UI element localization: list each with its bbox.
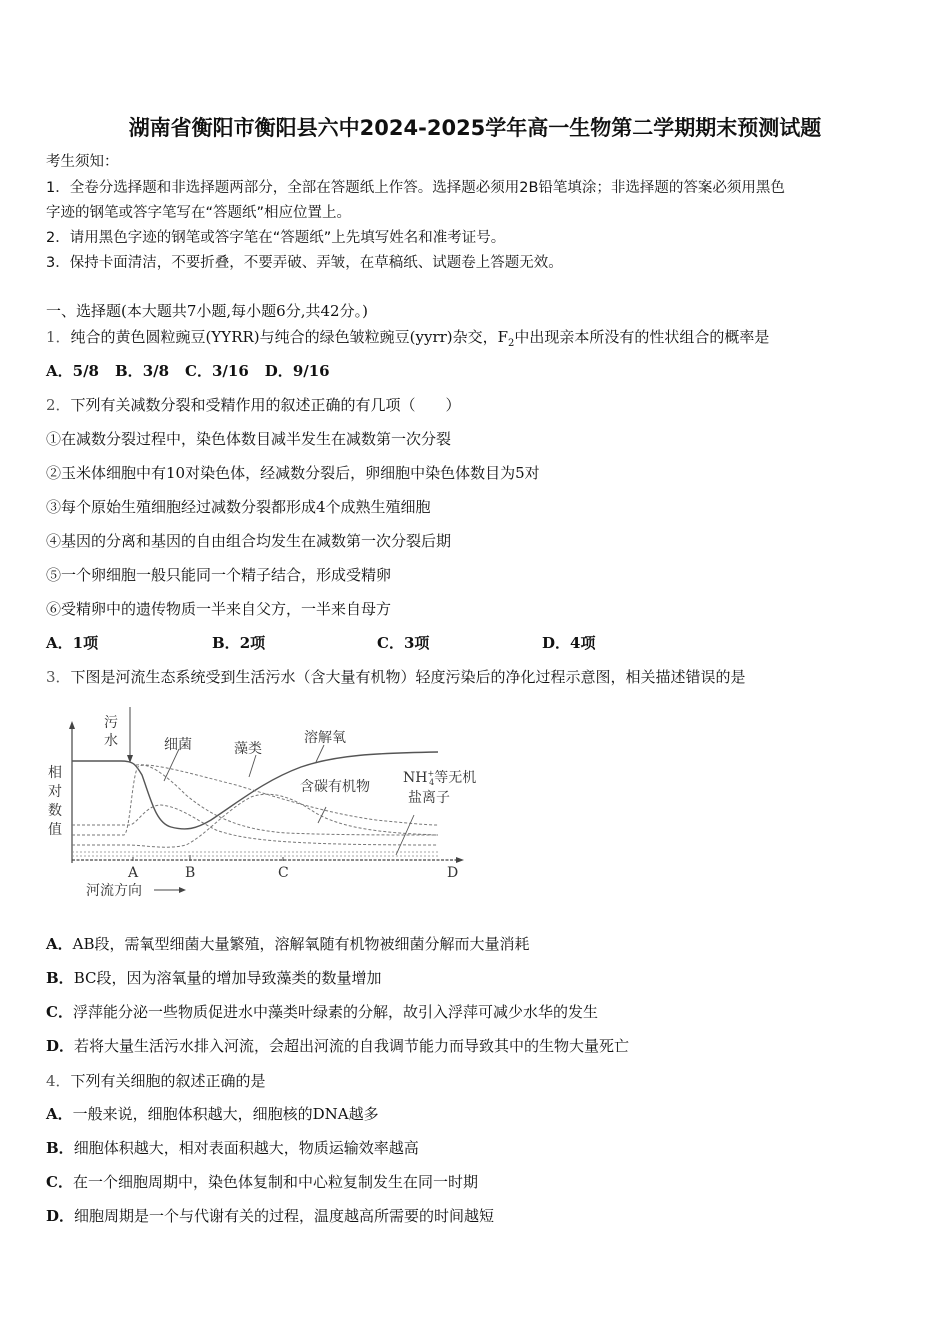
river-purification-diagram <box>46 705 486 900</box>
option-b[interactable]: B．3/8 <box>115 362 170 380</box>
option-a[interactable]: A．1项 <box>46 634 99 652</box>
option-d[interactable]: D．4项 <box>542 634 596 652</box>
section-heading: 一、选择题(本大题共7小题,每小题6分,共42分。) <box>46 302 368 320</box>
notice-item: 3．保持卡面清洁，不要折叠，不要弄破、弄皱，在草稿纸、试题卷上答题无效。 <box>46 255 563 271</box>
question-1-stem: 1．纯合的黄色圆粒豌豆(YYRR)与纯合的绿色皱粒豌豆(yyrr)杂交，$F_2$中出现亲本所没有的性状组合的概率是 <box>46 328 770 349</box>
statement: ③每个原始生殖细胞经过减数分裂都形成4个成熟生殖细胞 <box>46 498 431 516</box>
sewage-label: 水 <box>104 733 118 749</box>
sewage-label: 污 <box>104 715 118 731</box>
x-tick-b: B <box>185 865 196 881</box>
question-4-option-a[interactable]: A．一般来说，细胞体积越大，细胞核的DNA越多 <box>46 1105 379 1123</box>
bacteria-label: 细菌 <box>164 737 192 753</box>
option-a[interactable]: A．5/8 <box>46 362 99 380</box>
x-axis-label: 河流方向 <box>86 883 142 899</box>
inorganic-ions-label: NH+ 4等无机 <box>403 769 477 787</box>
x-tick-a: A <box>128 865 139 881</box>
statement: ①在减数分裂过程中，染色体数目减半发生在减数第一次分裂 <box>46 430 452 448</box>
question-3-option-a[interactable]: A．AB段，需氧型细菌大量繁殖，溶解氧随有机物被细菌分解而大量消耗 <box>46 935 530 953</box>
organic-carbon-label: 含碳有机物 <box>300 779 370 795</box>
page-title: 湖南省衡阳市衡阳县六中2024-2025学年高一生物第二学期期末预测试题 <box>128 116 822 140</box>
question-3-option-d[interactable]: D．若将大量生活污水排入河流，会超出河流的自我调节能力而导致其中的生物大量死亡 <box>46 1037 630 1055</box>
y-axis-label: 值 <box>48 822 62 838</box>
statement: ⑥受精卵中的遗传物质一半来自父方，一半来自母方 <box>46 600 392 618</box>
x-tick-c: C <box>278 865 289 881</box>
statement: ⑤一个卵细胞一般只能同一个精子结合，形成受精卵 <box>46 566 392 584</box>
option-c[interactable]: C．3/16 <box>185 362 249 380</box>
question-4-option-b[interactable]: B．细胞体积越大，相对表面积越大，物质运输效率越高 <box>46 1139 419 1157</box>
question-number: 4． <box>46 1072 71 1090</box>
notice-item: 1．全卷分选择题和非选择题两部分，全部在答题纸上作答。选择题必须用2B铅笔填涂；非选择题的答案必须用黑色 <box>46 180 785 196</box>
question-2-stem: 2．下列有关减数分裂和受精作用的叙述正确的有几项（ ） <box>46 396 461 414</box>
x-tick-d: D <box>447 865 459 881</box>
option-c[interactable]: C．3项 <box>377 634 430 652</box>
question-3-option-b[interactable]: B．BC段，因为溶氧量的增加导致藻类的数量增加 <box>46 969 382 987</box>
option-b[interactable]: B．2项 <box>212 634 266 652</box>
y-axis-label: 相 <box>48 765 62 781</box>
question-number: 1． <box>46 328 71 346</box>
notice-item: 2．请用黑色字迹的钢笔或答字笔在“答题纸”上先填写姓名和准考证号。 <box>46 230 506 246</box>
algae-label: 藻类 <box>234 741 262 757</box>
inorganic-ions-label: 盐离子 <box>408 790 450 806</box>
dissolved-oxygen-label: 溶解氧 <box>304 730 346 746</box>
question-number: 2． <box>46 396 71 414</box>
statement: ②玉米体细胞中有10对染色体，经减数分裂后，卵细胞中染色体数目为5对 <box>46 464 540 482</box>
question-4-option-c[interactable]: C．在一个细胞周期中，染色体复制和中心粒复制发生在同一时期 <box>46 1173 478 1191</box>
notice-item: 字迹的钢笔或答字笔写在“答题纸”相应位置上。 <box>46 205 352 221</box>
question-number: 3． <box>46 668 71 686</box>
notice-heading: 考生须知： <box>46 154 119 170</box>
question-4-stem: 4．下列有关细胞的叙述正确的是 <box>46 1072 266 1090</box>
question-3-option-c[interactable]: C．浮萍能分泌一些物质促进水中藻类叶绿素的分解，故引入浮萍可减少水华的发生 <box>46 1003 598 1021</box>
option-d[interactable]: D．9/16 <box>264 362 330 380</box>
question-4-option-d[interactable]: D．细胞周期是一个与代谢有关的过程，温度越高所需要的时间越短 <box>46 1207 495 1225</box>
statement: ④基因的分离和基因的自由组合均发生在减数第一次分裂后期 <box>46 532 452 550</box>
question-1-options <box>46 361 330 381</box>
question-3-stem: 3．下图是河流生态系统受到生活污水（含大量有机物）轻度污染后的净化过程示意图，相关描述错误的是 <box>46 668 746 686</box>
y-axis-label: 对 <box>48 784 62 800</box>
y-axis-label: 数 <box>48 803 62 819</box>
